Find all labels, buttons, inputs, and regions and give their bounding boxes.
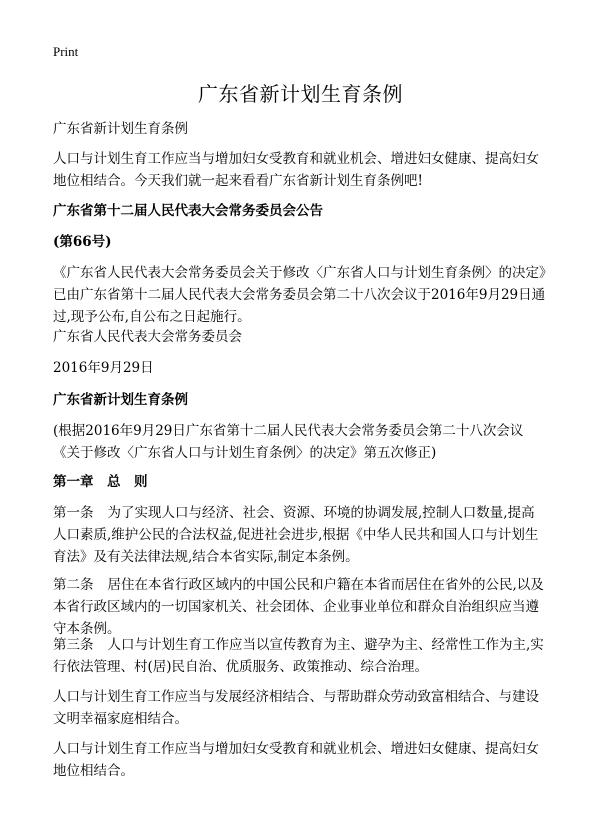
- article-3: [53, 634, 548, 678]
- development-paragraph: 人口与计划生育工作应当与发展经济相结合、与帮助群众劳动致富相结合、与建设文明幸福家庭相结合。: [53, 689, 539, 727]
- article-3-label: 第三条: [53, 637, 94, 653]
- issuer-line: 广东省人民代表大会常务委员会: [53, 329, 242, 345]
- women-paragraph: 人口与计划生育工作应当与增加妇女受教育和就业机会、增进妇女健康、提高妇女地位相结合。: [53, 741, 539, 779]
- issue-date: 2016年9月29日: [53, 360, 154, 376]
- intro-paragraph: 人口与计划生育工作应当与增加妇女受教育和就业机会、增进妇女健康、提高妇女地位相结合。今天我们就一起来看看广东省新计划生育条例吧!: [53, 151, 539, 189]
- regulation-note: (根据2016年9月29日广东省第十二届人民代表大会常务委员会第二十八次会议《关于修改〈广东省人口与计划生育条例〉的决定》第五次修正): [53, 423, 524, 461]
- article-3-text: 人口与计划生育工作应当以宣传教育为主、避孕为主、经常性工作为主,实行依法管理、村(居)民自治、优质服务、政策推动、综合治理。: [53, 637, 544, 675]
- announcement-number: (第66号): [53, 234, 112, 250]
- regulation-heading: 广东省新计划生育条例: [53, 392, 188, 408]
- chapter-heading: 第一章 总 则: [53, 474, 148, 490]
- document-subtitle: 广东省新计划生育条例: [53, 121, 188, 137]
- article-1-text: 为了实现人口与经济、社会、资源、环境的协调发展,控制人口数量,提高人口素质,维护公民的合法权益,促进社会进步,根据《中华人民共和国人口与计划生育法》及有关法律法规,结合本省实际,制定本条例。: [53, 505, 539, 565]
- article-1-label: 第一条: [53, 505, 94, 521]
- print-link[interactable]: Print: [53, 44, 79, 59]
- announcement-heading: 广东省第十二届人民代表大会常务委员会公告: [53, 203, 323, 219]
- article-1: [53, 502, 548, 568]
- article-2: [53, 574, 548, 640]
- page-title: 广东省新计划生育条例: [198, 82, 403, 106]
- article-2-text: 居住在本省行政区域内的中国公民和户籍在本省而居住在省外的公民,以及本省行政区域内的一切国家机关、社会团体、企业事业单位和群众自治组织应当遵守本条例。: [53, 577, 544, 637]
- announcement-body: 《广东省人民代表大会常务委员会关于修改〈广东省人口与计划生育条例〉的决定》已由广东省第十二届人民代表大会常务委员会第二十八次会议于2016年9月29日通过,现予公布,自公布之日起施行。: [53, 265, 546, 325]
- article-2-label: 第二条: [53, 577, 94, 593]
